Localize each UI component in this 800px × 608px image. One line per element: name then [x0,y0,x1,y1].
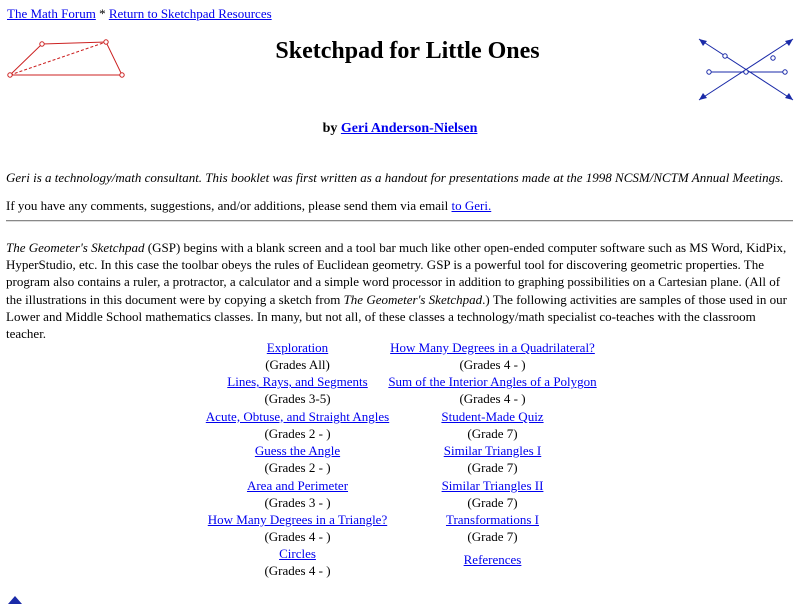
divider [6,220,793,222]
activity-item [380,339,605,373]
activity-item [190,511,405,545]
activity-link-angles[interactable]: Acute, Obtuse, and Straight Angles [205,408,390,424]
author-bio: Geri is a technology/math consultant. This booklet was first written as a handout for presentations made at the 1998 NCSM/NCTM Annual Meetings. [6,170,784,185]
return-to-resources-link[interactable]: Return to Sketchpad Resources [108,6,272,21]
activity-link-triangle-degrees[interactable]: How Many Degrees in a Triangle? [207,511,388,527]
nav-separator: * [99,6,106,21]
activity-item [380,442,605,476]
activities-right-column [380,339,605,545]
activity-item [380,511,605,545]
activity-item [190,373,405,407]
activity-item [190,545,405,579]
activity-grade: (Grades 4 - ) [459,357,526,372]
intro-part2: .) The following activities are samples of those used in our Lower and Middle School mathematics classes. In many, but not all, of these classes a technology/math specialist co-teaches with the classroom teacher. [6,291,787,342]
arrow-up-icon [8,592,22,608]
gsp-title: The Geometer's Sketchpad [6,240,145,255]
intro-part1: (GSP) begins with a blank screen and a tool bar much like other open-ended computer software such as MS Word, KidPix, HyperStudio, etc. In this case the toolbar obeys the rules of Euclidean geometry. GSP is a powerful tool for discovering geometric properties. The program also contains a ruler, a protractor, a calculator and a simple word processor in addition to graphing possibilities on a Cartesian plane. (All of the illustrations in this document were by copying a sketch from [6,240,787,307]
activity-grade: (Grade 7) [467,494,518,510]
activity-item [190,477,405,511]
author-link[interactable]: Geri Anderson-Nielsen [340,121,478,136]
activity-link-polygon-angles[interactable]: Sum of the Interior Angles of a Polygon [388,374,597,390]
gsp-title-2: The Geometer's Sketchpad [343,291,483,307]
activity-item [190,339,405,373]
activity-grade: (Grade 7) [467,528,518,544]
activity-item [380,477,605,511]
byline-prefix: by [322,121,338,136]
activities-left-column [190,339,405,580]
activity-item [380,373,605,407]
activity-link-quadrilateral-degrees[interactable]: How Many Degrees in a Quadrilateral? [390,340,595,355]
activity-link-similar-triangles-2[interactable]: Similar Triangles II [441,477,544,493]
activity-item [190,442,405,476]
activity-link-exploration[interactable]: Exploration [266,340,329,355]
contact-line [6,198,491,214]
top-nav [7,6,272,22]
contact-text: If you have any comments, suggestions, and/or additions, please send them via email [6,198,449,213]
activity-grade: (Grades 3-5) [264,391,331,407]
byline [0,121,800,137]
activity-grade: (Grades 2 - ) [264,425,331,441]
activity-link-similar-triangles-1[interactable]: Similar Triangles I [443,443,542,459]
activity-link-area-perimeter[interactable]: Area and Perimeter [246,477,349,493]
activity-link-lines-rays-segments[interactable]: Lines, Rays, and Segments [227,374,368,390]
activity-grade: (Grade 7) [467,460,518,476]
activity-link-circles[interactable]: Circles [279,546,316,562]
references-container [380,552,605,568]
intersecting-lines-figure-icon [695,36,797,106]
activity-grade: (Grade 7) [467,425,518,441]
email-geri-link[interactable]: to Geri. [451,198,492,213]
activity-grade: (Grades 4 - ) [264,528,331,544]
activity-link-guess-angle[interactable]: Guess the Angle [254,443,341,459]
activity-grade: (Grades 4 - ) [264,563,331,579]
math-forum-link[interactable]: The Math Forum [7,6,96,21]
activity-link-student-quiz[interactable]: Student-Made Quiz [441,408,544,424]
intro-paragraph [6,239,796,342]
activity-item [380,408,605,442]
activity-link-transformations-1[interactable]: Transformations I [445,511,540,527]
activity-grade: (Grades 4 - ) [459,391,526,407]
activity-grade: (Grades 3 - ) [264,494,331,510]
activity-item [190,408,405,442]
activity-grade: (Grades All) [265,357,330,372]
references-link[interactable]: References [463,552,522,567]
activity-grade: (Grades 2 - ) [264,460,331,476]
page-title: Sketchpad for Little Ones [275,38,540,64]
